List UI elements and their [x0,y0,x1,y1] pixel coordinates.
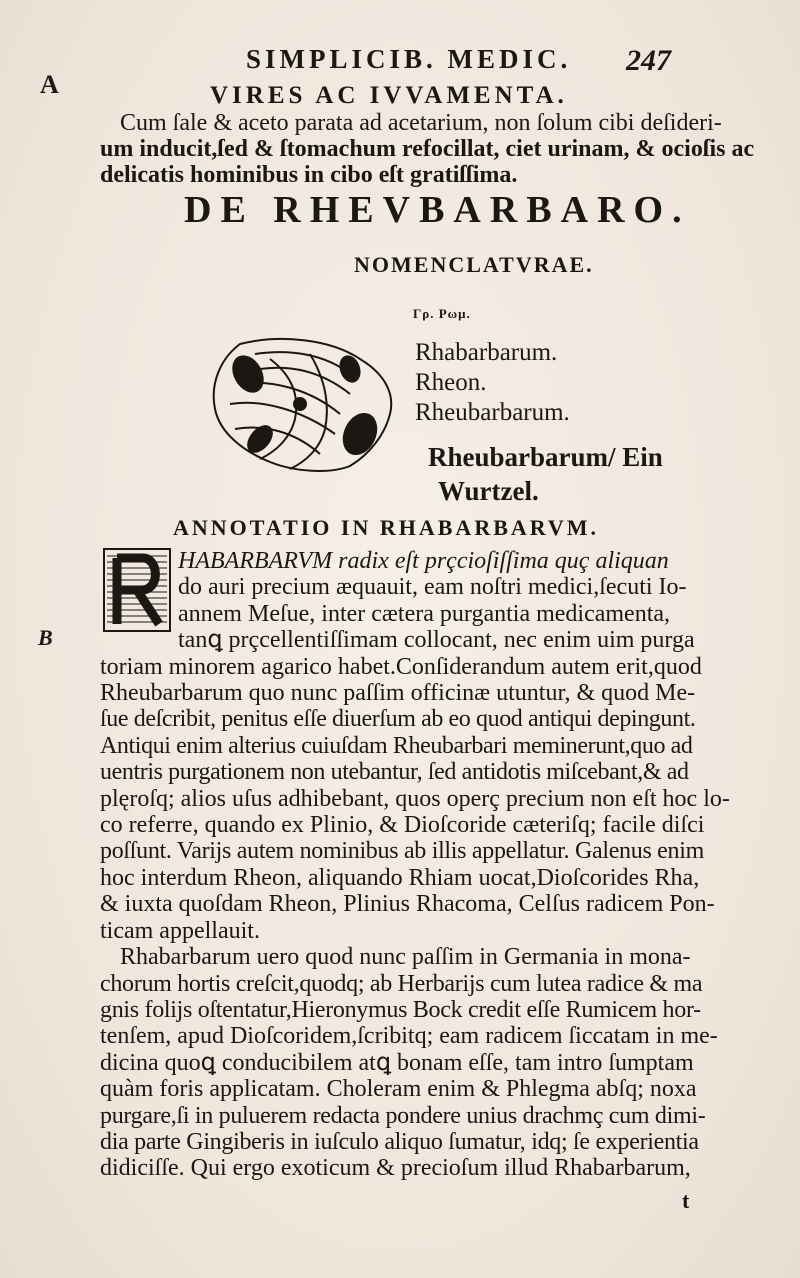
margin-letter-a: A [40,70,59,99]
body-line: Antiqui enim alterius cuiuſdam Rheubarbari meminerunt,quo ad [100,732,693,759]
body-line: purgare,ſi in puluerem redacta pondere unius drachmç cum dimi- [100,1102,706,1129]
body-line: gnis folijs oſtentatur,Hieronymus Bock credit eſſe Rumicem hor- [100,996,701,1023]
intro-line: um inducit,ſed & ſtomachum refocillat, ciet urinam, & ocioſis ac [100,136,755,162]
body-line: quàm foris applicatam. Choleram enim & Phlegma abſq; noxa [100,1076,697,1103]
body-line: Rhabarbarum uero quod nunc paſſim in Germania in mona- [120,944,691,971]
german-name: Rheubarbarum/ Ein [428,442,663,472]
body-line: chorum hortis creſcit,quodq; ab Herbarijs cum lutea radice & ma [100,970,703,997]
acanthus-ornament [200,334,405,474]
body-line: do auri precium æquauit, eam noſtri medici,ſecuti Io- [178,574,687,601]
latin-name: Rhabarbarum. [415,339,558,366]
body-line: dicina quoꝗ conducibilem atꝗ bonam eſſe, tam intro ſumptam [100,1049,694,1076]
nomenclature-subheading: Γρ. Ρωμ. [413,306,471,321]
body-line: didiciſſe. Qui ergo exoticum & precioſum illud Rhabarbarum, [100,1155,691,1182]
body-line: Rheubarbarum quo nunc paſſim officinæ utuntur, & quod Me- [100,680,696,707]
body-line: co referre, quando ex Plinio, & Dioſcoride cæteriſq; facile diſci [100,812,705,839]
body-line: plęroſq; alios uſus adhibebant, quos operç precium non eſt hoc lo- [100,785,730,812]
catchword: t [682,1188,690,1213]
body-line: annem Meſue, inter cætera purgantia medicamenta, [178,600,671,627]
body-line: tenſem, apud Dioſcoridem,ſcribitq; eam radicem ſiccatam in me- [100,1023,718,1050]
latin-name: Rheubarbarum. [415,399,570,426]
body-line: & iuxta quoſdam Rheon, Plinius Rhacoma, Celſus radicem Pon- [100,891,715,918]
margin-letter-b: B [38,625,53,650]
intro-line: delicatis hominibus in cibo eſt gratiſſima. [100,162,518,188]
latin-name: Rheon. [415,369,487,396]
annotation-body [100,548,740,1182]
intro-paragraph [100,110,754,188]
running-head: SIMPLICIB. MEDIC. [246,44,572,74]
body-line: poſſunt. Varijs autem nominibus ab illis appellatur. Galenus enim [100,838,704,865]
chapter-title: DE RHEVBARBARO. [184,189,691,231]
page-number: 247 [626,44,671,77]
annotation-title: ANNOTATIO IN RHABARBARVM. [173,515,600,540]
latin-names [415,338,570,428]
body-line: ticam appellauit. [100,917,260,944]
body-line: toriam minorem agarico habet.Conſiderandum autem erit,quod [100,653,702,680]
body-line: tanꝗ prçcellentiſſimam collocant, nec enim uim purga [178,627,695,654]
nomenclature-heading: NOMENCLATVRAE. [354,252,594,277]
german-name: Wurtzel. [438,476,539,506]
body-line: HABARBARVM radix eſt prçcioſiſſima quç aliquan [178,548,669,574]
body-line: hoc interdum Rheon, aliquando Rhiam uocat,Dioſcorides Rha, [100,864,700,891]
body-line: dia parte Gingiberis in iuſculo aliquo ſumatur, idq; ſe experientia [100,1128,699,1155]
intro-line: Cum ſale & aceto parata ad acetarium, non ſolum cibi deſideri- [120,110,722,136]
body-line: ſue deſcribit, penitus eſſe diuerſum ab eo quod antiqui depingunt. [100,706,696,733]
german-names [428,440,663,508]
section-title: VIRES AC IVVAMENTA. [210,82,568,109]
body-line: uentris purgationem non utebantur, ſed antidotis miſcebant,& ad [100,759,689,786]
